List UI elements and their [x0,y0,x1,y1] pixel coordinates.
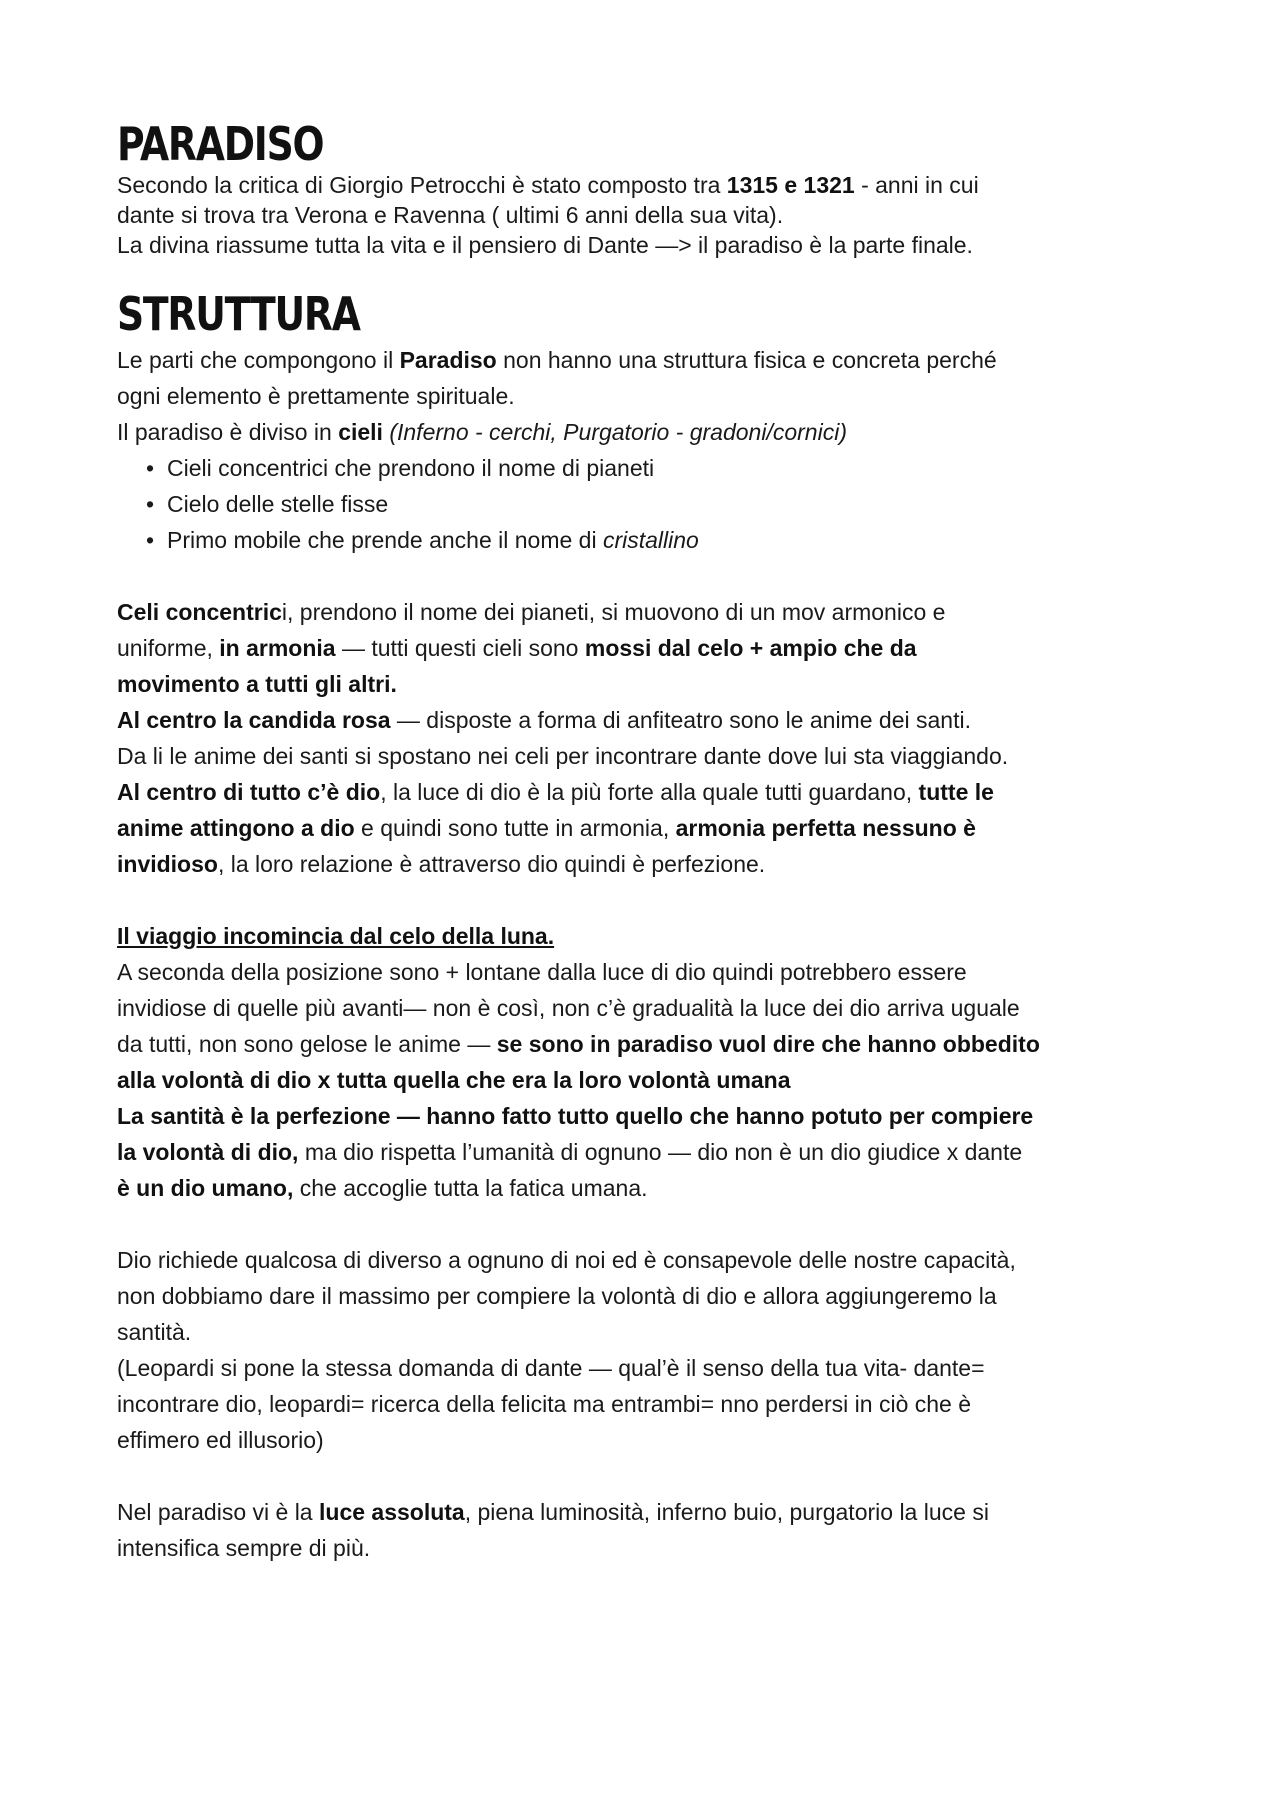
celi-line-8: invidioso, la loro relazione è attraverso dio quindi è perfezione. [117,851,766,877]
viaggio-section [117,918,1177,1206]
viaggio-line-6: La santità è la perfezione — hanno fatto tutto quello che hanno potuto per compiere [117,1103,1034,1129]
celi-section [117,594,1177,882]
intro-line-2: dante si trova tra Verona e Ravenna ( ultimi 6 anni della sua vita). [117,202,784,228]
struttura-section [117,342,1177,558]
viaggio-line-5: alla volontà di dio x tutta quella che era la loro volontà umana [117,1067,791,1093]
celi-line-5: Da li le anime dei santi si spostano nei celi per incontrare dante dove lui sta viaggiando. [117,743,1009,769]
dio-section [117,1242,1177,1458]
dio-line-1: Dio richiede qualcosa di diverso a ognuno di noi ed è consapevole delle nostre capacità, [117,1247,1016,1273]
viaggio-line-2: A seconda della posizione sono + lontane dalla luce di dio quindi potrebbero essere [117,959,967,985]
viaggio-line-4: da tutti, non sono gelose le anime — se sono in paradiso vuol dire che hanno obbedito [117,1031,1040,1057]
heading-struttura: STRUTTURA [117,287,360,341]
document-content [117,118,1177,1566]
date-range: 1315 e 1321 [726,172,855,198]
viaggio-line-3: invidiose di quelle più avanti— non è così, non c’è gradualità la luce dei dio arriva uguale [117,995,1020,1021]
celi-line-2: uniforme, in armonia — tutti questi cieli sono mossi dal celo + ampio che da [117,635,917,661]
viaggio-heading: Il viaggio incomincia dal celo della luna. [117,923,555,949]
struttura-line-3: Il paradiso è diviso in cieli (Inferno - cerchi, Purgatorio - gradoni/cornici) [117,419,847,445]
list-item: • Primo mobile che prende anche il nome di cristallino [146,527,699,553]
dio-line-6: effimero ed illusorio) [117,1427,324,1453]
dio-line-4: (Leopardi si pone la stessa domanda di dante — qual’è il senso della tua vita- dante= [117,1355,985,1381]
luce-line-1: Nel paradiso vi è la luce assoluta, piena luminosità, inferno buio, purgatorio la luce si [117,1499,989,1525]
viaggio-line-7: la volontà di dio, ma dio rispetta l’umanità di ognuno — dio non è un dio giudice x dante [117,1139,1023,1165]
celi-line-3: movimento a tutti gli altri. [117,671,397,697]
intro-line-3: La divina riassume tutta la vita e il pensiero di Dante —> il paradiso è la parte finale. [117,232,973,258]
dio-line-5: incontrare dio, leopardi= ricerca della felicita ma entrambi= nno perdersi in ciò che è [117,1391,972,1417]
list-item: • Cieli concentrici che prendono il nome di pianeti [146,455,655,481]
intro-line-1: Secondo la critica di Giorgio Petrocchi è stato composto tra 1315 e 1321 - anni in cui [117,172,979,198]
celi-line-1: Celi concentrici, prendono il nome dei pianeti, si muovono di un mov armonico e [117,599,946,625]
celi-line-6: Al centro di tutto c’è dio, la luce di dio è la più forte alla quale tutti guardano, tutte le [117,779,994,805]
celi-line-7: anime attingono a dio e quindi sono tutte in armonia, armonia perfetta nessuno è [117,815,976,841]
celi-line-4: Al centro la candida rosa — disposte a forma di anfiteatro sono le anime dei santi. [117,707,971,733]
intro-paragraph [117,170,1177,260]
dio-line-2: non dobbiamo dare il massimo per compiere la volontà di dio e allora aggiungeremo la [117,1283,997,1309]
viaggio-line-8: è un dio umano, che accoglie tutta la fatica umana. [117,1175,648,1201]
luce-line-2: intensifica sempre di più. [117,1535,371,1561]
list-item: • Cielo delle stelle fisse [146,491,389,517]
luce-section [117,1494,1177,1566]
dio-line-3: santità. [117,1319,192,1345]
heading-paradiso: PARADISO [117,117,324,171]
struttura-line-2: ogni elemento è prettamente spirituale. [117,383,515,409]
cieli-list [117,450,1177,558]
struttura-line-1: Le parti che compongono il Paradiso non hanno una struttura fisica e concreta perché [117,347,997,373]
